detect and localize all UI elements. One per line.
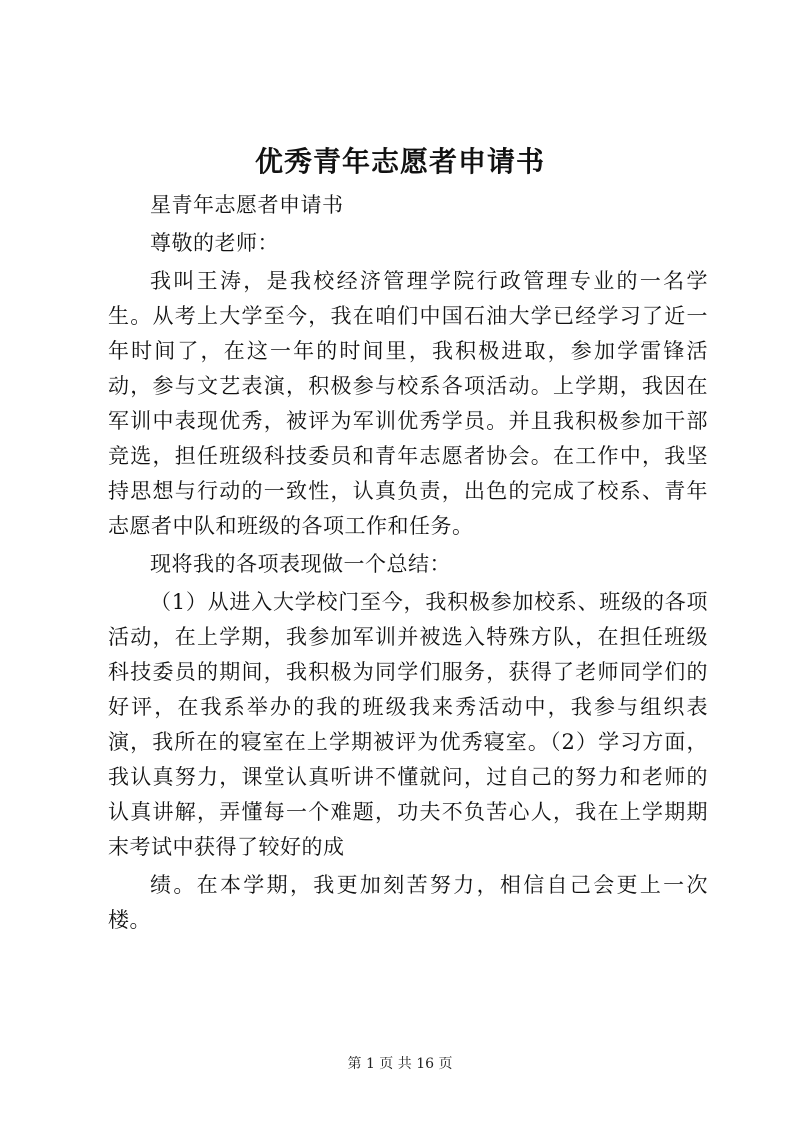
document-title: 优秀青年志愿者申请书 — [254, 145, 545, 178]
introduction-paragraph: 我叫王涛，是我校经济管理学院行政管理专业的一名学生。从考上大学至今，我在咱们中国石油大学已经学习了近一年时间了，在这一年的时间里，我积极进取，参加学雷锋活动，参与文艺表演，积极参与校系各项活动。上学期，我因在军训中表现优秀，被评为军训优秀学员。并且我积极参加干部竞选，担任班级科技委员和青年志愿者协会。在工作中，我坚持思想与行动的一致性，认真负责，出色的完成了校系、青年志愿者中队和班级的各项工作和任务。 — [108, 269, 708, 538]
page-number-footer: 第 1 页 共 16 页 — [347, 1056, 453, 1072]
summary-intro-paragraph: 现将我的各项表现做一个总结： — [150, 552, 451, 576]
document-body — [108, 188, 708, 938]
subtitle-paragraph: 星青年志愿者申请书 — [150, 193, 344, 217]
salutation-paragraph: 尊敬的老师： — [150, 231, 279, 255]
achievements-paragraph: （1）从进入大学校门至今，我积极参加校系、班级的各项活动，在上学期，我参加军训并被选入特殊方队，在担任班级科技委员的期间，我积极为同学们服务，获得了老师同学们的好评，在我系举办的我的班级我来秀活动中，我参与组织表演，我所在的寝室在上学期被评为优秀寝室。（2）学习方面，我认真努力，课堂认真听讲不懂就问，过自己的努力和老师的认真讲解，弄懂每一个难题，功夫不负苦心人，我在上学期期末考试中获得了较好的成 — [108, 590, 708, 859]
closing-paragraph: 绩。在本学期，我更加刻苦努力，相信自己会更上一次楼。 — [108, 873, 708, 932]
